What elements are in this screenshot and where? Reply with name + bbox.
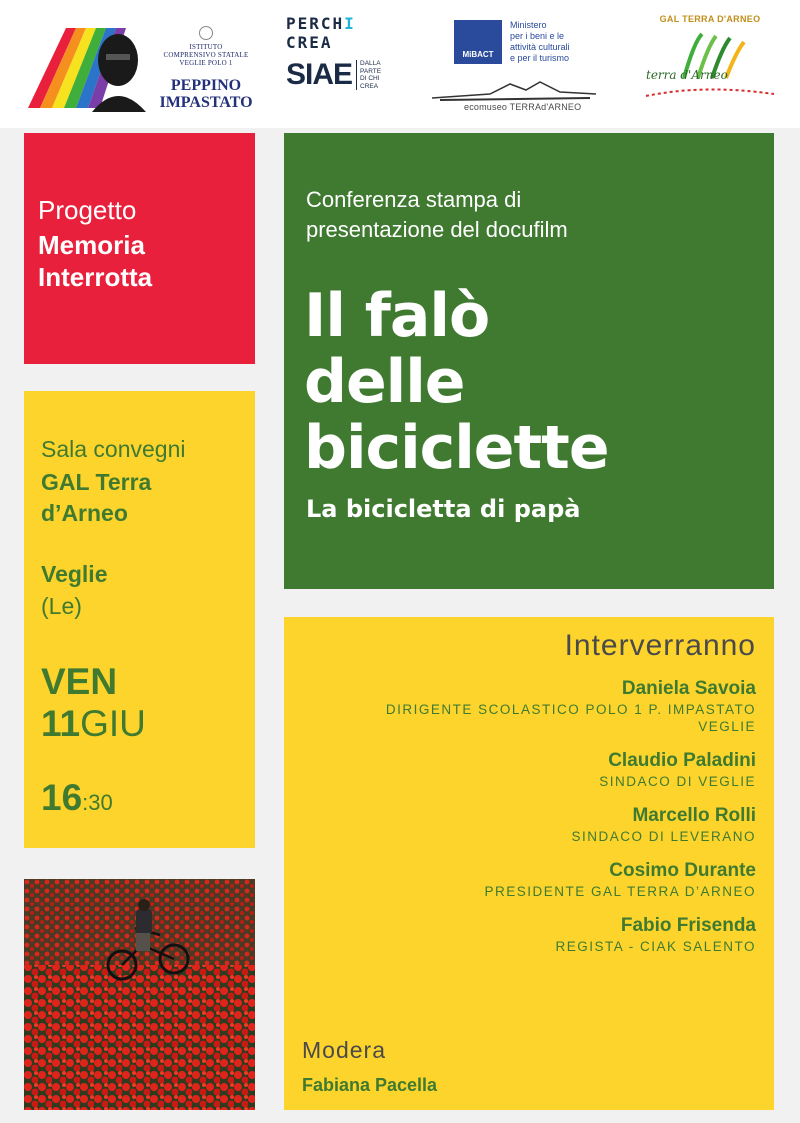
speaker-name: Marcello Rolli [632, 805, 756, 826]
moderator-name: Fabiana Pacella [302, 1075, 438, 1095]
event-time-hour: 16 [41, 777, 83, 818]
venue-name-line2: d’Arneo [41, 500, 128, 526]
mibact-emblem [454, 20, 502, 64]
conference-line2: presentazione del docufilm [306, 217, 568, 242]
film-title-line2: delle [304, 347, 465, 417]
speaker-item [296, 914, 756, 955]
school-name-line1: PEPPINO [170, 77, 242, 94]
speaker-item [296, 749, 756, 790]
moderator-label: Modera [302, 1037, 386, 1063]
speaker-item [296, 677, 756, 735]
crest-icon [199, 26, 213, 40]
speaker-role: DIRIGENTE SCOLASTICO POLO 1 P. IMPASTATO [385, 702, 756, 717]
speaker-role: SINDACO DI VEGLIE [599, 774, 756, 789]
siae-tagline [356, 60, 381, 90]
venue-line1: Sala convegni [41, 436, 186, 462]
speaker-item [296, 804, 756, 845]
venue-name [41, 467, 241, 529]
film-title-line1: Il falò [304, 281, 490, 351]
project-name [38, 229, 152, 293]
siae-text: SIAE [286, 58, 353, 91]
event-time [41, 777, 113, 819]
conference-line1: Conferenza stampa di [306, 187, 522, 212]
crea-text: CREA [286, 33, 333, 52]
project-panel [24, 133, 255, 364]
speaker-name: Claudio Paladini [608, 750, 756, 771]
speaker-role-line2: VEGLIE [698, 719, 756, 734]
film-subtitle: La bicicletta di papà [306, 495, 581, 523]
ecomuseo-label: ecomuseo TERRAd'ARNEO [464, 102, 582, 112]
mibact-abbr: MiBACT [462, 50, 494, 59]
speakers-heading: Interverranno [564, 629, 756, 662]
project-name-line2: Interrotta [38, 262, 153, 292]
perchi-line1 [286, 14, 366, 33]
event-title-panel [284, 133, 774, 589]
siae-tag-line: DALLA [360, 60, 381, 67]
conference-intro [306, 185, 706, 245]
poppy-field-photo [24, 879, 255, 1110]
siae-tag-line: DI CHI [360, 75, 380, 82]
school-name-line2: IMPASTATO [159, 94, 253, 111]
event-day: VEN [41, 661, 118, 702]
ministry-line: attività culturali [510, 42, 570, 52]
siae-logo [286, 58, 382, 91]
school-line: VEGLIE POLO 1 [179, 59, 233, 67]
event-time-minutes: :30 [82, 790, 113, 815]
speaker-role: REGISTA - CIAK SALENTO [555, 939, 756, 954]
event-date [41, 703, 146, 745]
venue-town: Veglie [41, 561, 108, 587]
speaker-name: Fabio Frisenda [620, 915, 756, 936]
gal-logo [640, 14, 780, 118]
ministry-name [510, 20, 602, 64]
ministry-line: per i beni e le [510, 31, 565, 41]
speakers-panel [284, 617, 774, 1110]
speaker-role: SINDACO DI LEVERANO [571, 829, 756, 844]
siae-tag-line: CREA [360, 82, 379, 90]
logo-strip [0, 0, 800, 128]
poppy-field-bicycle-image [24, 879, 255, 1110]
speaker-role: PRESIDENTE GAL TERRA D’ARNEO [484, 884, 756, 899]
venue-name-line1: GAL Terra [41, 469, 152, 495]
film-title-line3: biciclette [304, 413, 609, 483]
venue-province: (Le) [41, 593, 82, 619]
project-label: Progetto [38, 195, 137, 225]
gal-title: GAL TERRA D'ARNEO [659, 14, 761, 24]
school-logo [22, 14, 260, 118]
event-date-month: GIU [80, 703, 146, 744]
siae-tag-line: PARTE [360, 67, 382, 75]
speaker-item [296, 859, 756, 900]
perchi-text: PERCH [286, 14, 345, 33]
venue-panel [24, 391, 255, 848]
ecomuseo-skyline-icon [430, 76, 600, 102]
event-date-number: 11 [41, 703, 81, 744]
school-line: COMPRENSIVO STATALE [163, 51, 249, 59]
gal-script-text: terra d'Arneo [646, 68, 728, 82]
speaker-name: Daniela Savoia [621, 678, 756, 699]
gal-swoosh-icon [644, 86, 776, 100]
ministry-line: e per il turismo [510, 53, 570, 63]
speakers-list [296, 677, 756, 969]
perchi-accent: I [344, 14, 356, 33]
project-name-line1: Memoria [38, 230, 145, 260]
mibact-logo [430, 14, 600, 118]
ministry-line: Ministero [510, 20, 547, 30]
perchi-crea-logo [286, 14, 382, 118]
school-name-block [150, 26, 262, 111]
rainbow-portrait-icon [26, 20, 146, 112]
film-title [304, 283, 734, 481]
speaker-name: Cosimo Durante [609, 860, 756, 881]
school-line: ISTITUTO [189, 43, 223, 51]
